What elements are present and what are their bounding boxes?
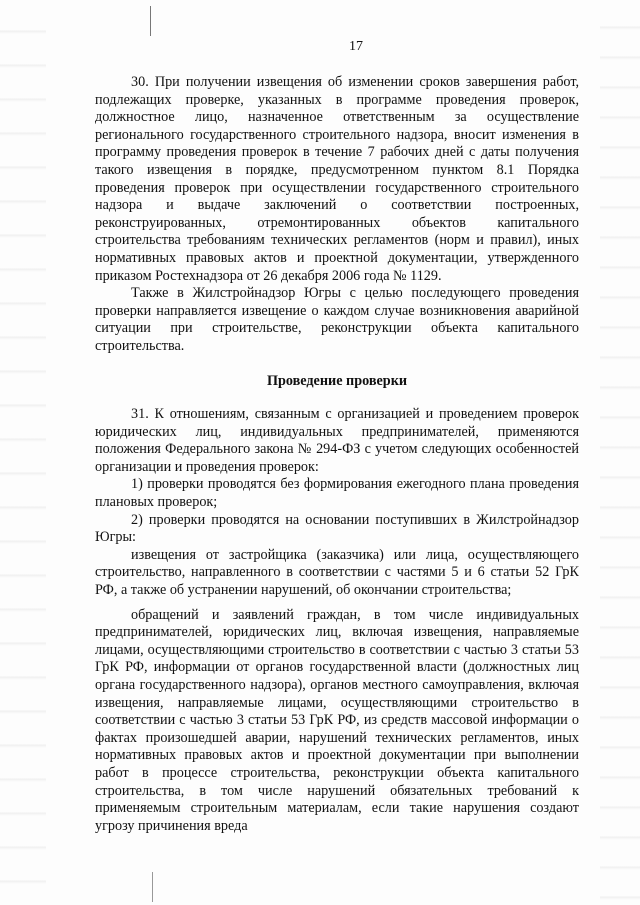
paragraph-developer-notice: извещения от застройщика (заказчика) или лица, осуществляющего строительство, направленного в соответствии с частями 5 и 6 статьи 52 ГрК РФ, а также об устранении нарушений, об окончании строительства;: [95, 546, 579, 599]
paragraph-item-1: 1) проверки проводятся без формирования ежегодного плана проведения плановых проверок;: [95, 476, 579, 511]
paragraph-31: 31. К отношениям, связанным с организацией и проведением проверок юридических лиц, индивидуальных предпринимателей, применяются положения Федерального закона № 294-ФЗ с учетом следующих особенностей организации и проведения проверок:: [95, 406, 579, 475]
paragraph-item-2: 2) проверки проводятся на основании поступивших в Жилстройнадзор Югры:: [95, 511, 579, 546]
section-heading: Проведение проверки: [266, 372, 408, 389]
paragraph-emergency-notice: Также в Жилстройнадзор Югры с целью последующего проведения проверки направляется извещение о каждом случае возникновения аварийной ситуации при строительстве, реконструкции объекта капитального строительства.: [95, 285, 579, 354]
binding-mark-bottom: [152, 872, 153, 902]
paragraph-30: 30. При получении извещения об изменении сроков завершения работ, подлежащих проверке, указанных в программе проведения проверок, должностное лицо, назначенное ответственным за осуществление регионального государственного строительного надзора, вносит изменения в программу проведения проверок в течение 7 рабочих дней с даты получения такого извещения в порядке, предусмотренном пунктом 8.1 Порядка проведения проверок при осуществлении государственного строительного надзора и выдаче заключений о соответствии построенных, реконструированных, отремонтированных объектов капитального строительства требованиям технических регламентов (норм и правил), иных нормативных правовых актов и проектной документации, утвержденного приказом Ростехнадзора от 26 декабря 2006 года № 1129.: [95, 74, 579, 284]
paragraph-citizen-appeals: обращений и заявлений граждан, в том числе индивидуальных предпринимателей, юридических лиц, включая извещения, направляемые лицами, осуществляющими строительство в соответствии с частью 3 статьи 53 ГрК РФ, информации от органов государственной власти (должностных лиц органа государственного надзора), органов местного самоуправления, включая извещения, направляемые лицами, осуществляющими строительство в соответствии с частью 3 статьи 53 ГрК РФ, из средств массовой информации о фактах произошедшей аварии, нарушений технических регламентов, иных нормативных правовых актов и проектной документации при выполнении работ в процессе строительства, реконструкции объекта капитального строительства, в том числе нарушений обязательных требований к применяемым строительным материалам, если такие нарушения создают угрозу причинения вреда: [95, 606, 579, 834]
document-body: [95, 74, 579, 835]
scan-edge-left: [0, 0, 46, 905]
scan-edge-right: [600, 0, 640, 905]
binding-mark-top: [150, 6, 151, 36]
page-number: 17: [349, 39, 363, 54]
